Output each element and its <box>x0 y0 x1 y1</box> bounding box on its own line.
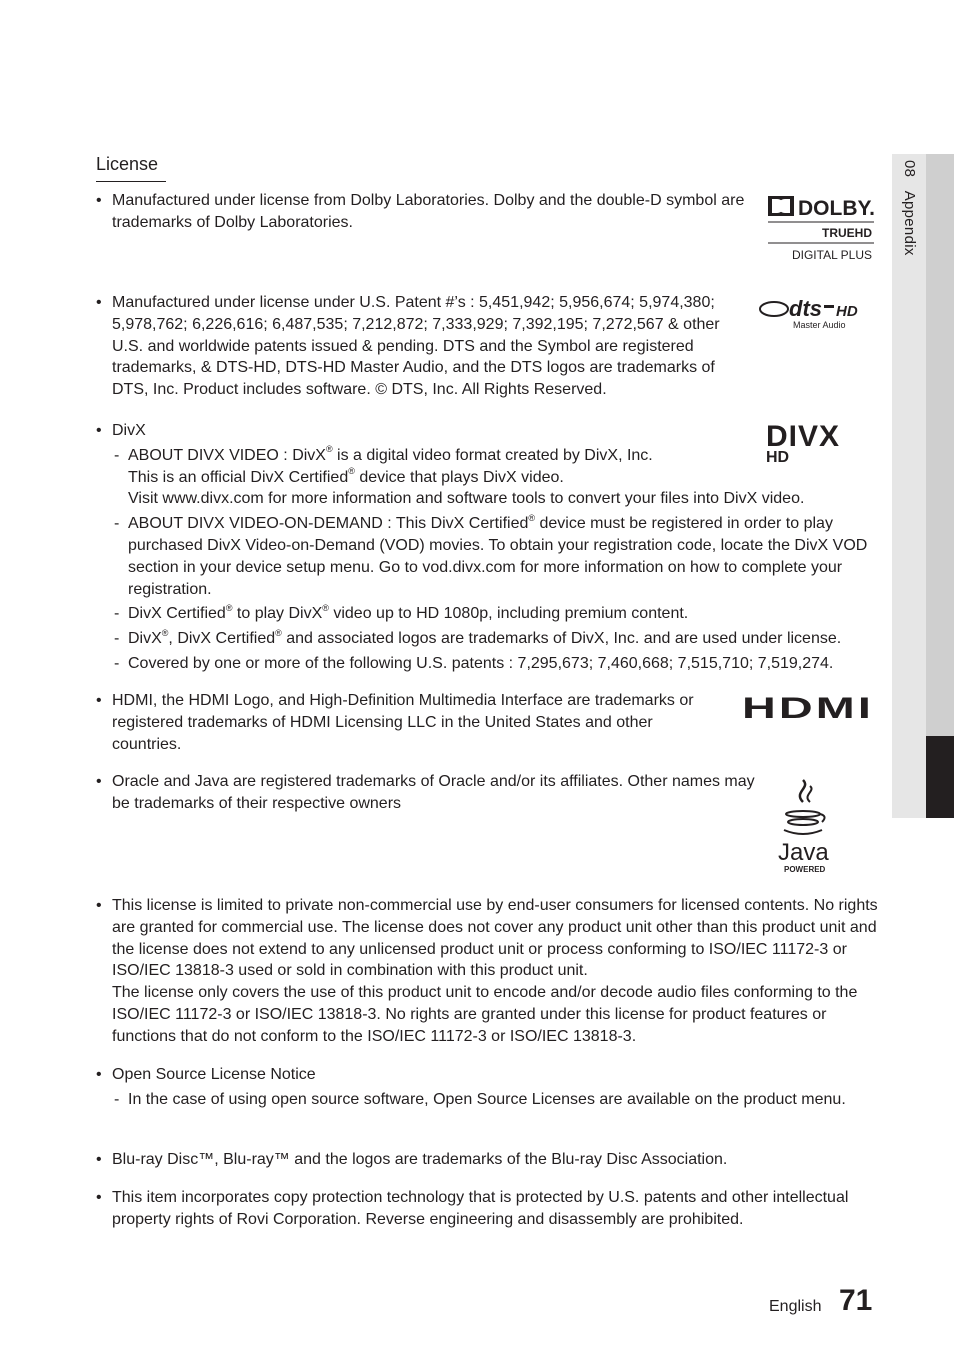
bullet: • <box>96 897 102 914</box>
bullet: • <box>96 1189 102 1206</box>
rovi-item <box>96 1187 876 1231</box>
dts-wordmark: dts <box>789 296 822 321</box>
chapter-tab-marker <box>926 736 954 818</box>
hdmi-wordmark: HDMI <box>742 695 874 721</box>
divx-heading: DivX <box>112 422 146 439</box>
bullet: • <box>96 294 102 311</box>
divx-cert-text-3: video up to HD 1080p, including premium content. <box>328 605 689 623</box>
dash: - <box>114 1090 120 1108</box>
registered-mark: ® <box>225 603 233 614</box>
divx-patents-item <box>96 653 886 675</box>
title-underline <box>96 181 166 182</box>
dash: - <box>114 605 120 623</box>
divx-tm-text-2: , DivX Certified <box>168 630 276 648</box>
license-limit-p2: The license only covers the use of this product unit to encode and/or decode audio files conforming to the ISO/IEC 11172-3 or ISO/IEC 13818-3. No rights are granted under this license for product features or functions that do not conform to the ISO/IEC 11172-3 or ISO/IEC 13818-3. <box>112 984 858 1045</box>
bullet: • <box>96 1151 102 1168</box>
license-limit-p1: This license is limited to private non-commercial use by end-user consumers for licensed contents. No rights are granted for commercial use. The license does not cover any product unit other than this product unit and the license does not extend to any unlicensed product unit or process conforming to ISO/IEC 11172-3 or ISO/IEC 13818-3 used or sold in combination with this product unit. <box>112 897 878 980</box>
divx-tm-text-3: and associated logos are trademarks of DivX, Inc. and are used under license. <box>281 630 842 648</box>
hdmi-text: HDMI, the HDMI Logo, and High-Definition Multimedia Interface are trademarks or registered trademarks of HDMI Licensing LLC in the United States and other countries. <box>112 692 694 753</box>
java-item <box>96 771 756 815</box>
powered-wordmark: POWERED <box>784 865 826 874</box>
license-limit-item <box>96 895 880 1048</box>
bullet: • <box>96 692 102 709</box>
rovi-text: This item incorporates copy protection technology that is protected by U.S. patents and other intellectual property rights of Rovi Corporation. Reverse engineering and disassembly are prohibited. <box>112 1189 849 1228</box>
divx-vod-text-2: device must be registered in order to play purchased DivX Video-on-Demand (VOD) movies. To obtain your registration code, locate the DivX VOD section in your device setup menu. Go to vod.divx.com for more information on how to complete your registration. <box>128 515 868 598</box>
chapter-tab-strip <box>926 154 954 736</box>
divx-hd-wordmark: HD <box>766 449 790 464</box>
bullet: • <box>96 422 102 439</box>
open-source-item <box>96 1064 856 1111</box>
registered-mark: ® <box>348 466 355 477</box>
divx-vod-text: ABOUT DIVX VIDEO-ON-DEMAND : This DivX Certified <box>128 515 529 533</box>
divx-cert-item <box>96 603 886 625</box>
truehd-wordmark: TRUEHD <box>822 226 872 240</box>
divx-visit-text: Visit www.divx.com for more information and software tools to convert your files into DivX video. <box>128 490 805 508</box>
divx-patents-text: Covered by one or more of the following U.S. patents : 7,295,673; 7,460,668; 7,515,710; 7,519,274. <box>128 654 834 672</box>
java-text: Oracle and Java are registered trademarks of Oracle and/or its affiliates. Other names may be trademarks of their respective owners <box>112 773 755 812</box>
divx-about-text-2: is a digital video format created by DivX, Inc. <box>332 446 653 464</box>
hdmi-logo <box>742 695 876 721</box>
divx-about-text: ABOUT DIVX VIDEO : DivX <box>128 446 326 464</box>
divx-hd-logo <box>766 420 878 464</box>
dts-text: Manufactured under license under U.S. Patent #’s : 5,451,942; 5,956,674; 5,974,380; 5,978,762; 6,226,616; 6,487,535; 7,212,872; 7,333,929; 7,392,195; 7,272,567 & other U.S. and worldwide patents issued & pending. DTS and the Symbol are registered trademarks, & DTS-HD, DTS-HD Master Audio, and the DTS logos are trademarks of DTS, Inc. Product includes software. © DTS, Inc. All Rights Reserved. <box>112 294 720 399</box>
chapter-name: Appendix <box>901 190 918 256</box>
bluray-item <box>96 1149 876 1171</box>
dash: - <box>114 654 120 672</box>
dash: - <box>114 630 120 648</box>
bullet: • <box>96 1066 102 1083</box>
divx-official-text: This is an official DivX Certified <box>128 468 349 486</box>
bluray-text: Blu-ray Disc™, Blu-ray™ and the logos are trademarks of the Blu-ray Disc Association. <box>112 1151 728 1168</box>
dash: - <box>114 515 120 533</box>
bullet: • <box>96 773 102 790</box>
dts-hd-wordmark: HD <box>836 303 858 320</box>
section-title: License <box>96 154 159 174</box>
chapter-label <box>896 160 920 300</box>
dash: - <box>114 446 120 464</box>
chapter-number: 08 <box>901 160 918 178</box>
dolby-item <box>96 190 746 234</box>
divx-tm-text: DivX <box>128 630 162 648</box>
divx-vod-item <box>96 513 868 600</box>
dts-hd-logo <box>758 292 878 334</box>
dolby-text: Manufactured under license from Dolby Laboratories. Dolby and the double-D symbol are trademarks of Dolby Laboratories. <box>112 192 745 231</box>
registered-mark: ® <box>528 512 536 523</box>
registered-mark: ® <box>322 603 329 614</box>
footer-language: English <box>769 1298 822 1315</box>
master-audio-wordmark: Master Audio <box>793 320 846 330</box>
open-source-heading: Open Source License Notice <box>112 1066 316 1083</box>
divx-cert-text-2: to play DivX <box>232 605 323 623</box>
divx-official-text-2: device that plays DivX video. <box>354 468 564 486</box>
dts-item <box>96 292 746 401</box>
open-source-sub <box>96 1089 856 1111</box>
bullet: • <box>96 192 102 209</box>
java-powered-logo <box>770 776 840 876</box>
divx-trademark-item <box>96 628 886 650</box>
dolby-logo <box>766 193 878 263</box>
divx-cert-text: DivX Certified <box>128 605 226 623</box>
registered-mark: ® <box>161 627 169 638</box>
divx-wordmark: DIVX <box>766 420 841 453</box>
digital-plus-wordmark: DIGITAL PLUS <box>791 248 872 262</box>
open-source-sub-text: In the case of using open source software, Open Source Licenses are available on the product menu. <box>128 1090 846 1108</box>
registered-mark: ® <box>275 627 282 638</box>
page-number: 71 <box>839 1284 873 1317</box>
dolby-wordmark: DOLBY. <box>798 197 876 220</box>
registered-mark: ® <box>325 444 333 455</box>
hdmi-item <box>96 690 708 755</box>
java-wordmark: Java <box>778 839 829 866</box>
